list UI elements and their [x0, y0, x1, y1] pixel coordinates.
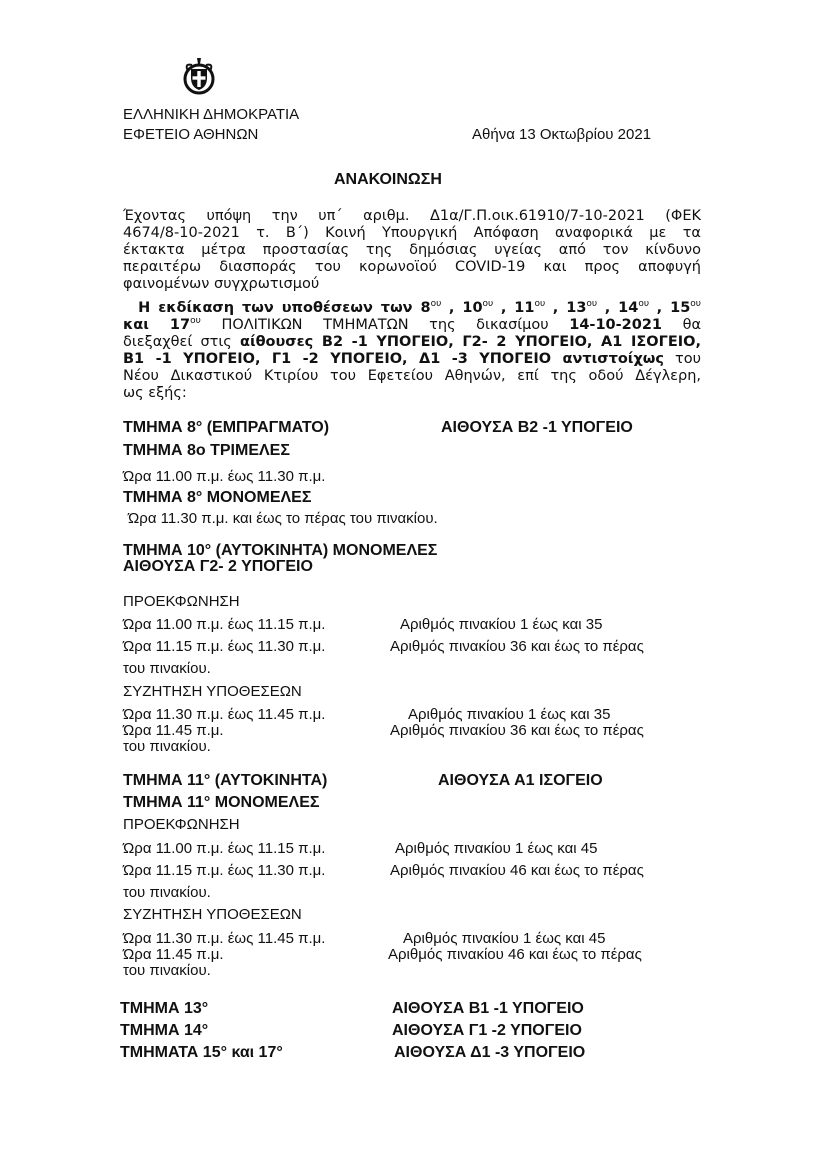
text: Η εκδίκαση των υποθέσεων των 8 [138, 300, 431, 316]
intro-paragraph [123, 208, 701, 293]
paragraph-line: ως εξής: [123, 385, 187, 401]
section-11-pre-tail: του πινακίου. [123, 884, 211, 901]
ordinal-sup: ου [190, 316, 201, 327]
final-dept: ΤΜΗΜΑ 14° [120, 1022, 209, 1039]
section-8-room: ΑΙΘΟΥΣΑ Β2 -1 ΥΠΟΓΕΙΟ [441, 419, 633, 436]
section-10-pre-tail: του πινακίου. [123, 660, 211, 677]
section-11-pre-time1: Ώρα 11.00 π.μ. έως 11.15 π.μ. [123, 840, 326, 857]
section-10-disc-range2: Αριθμός πινακίου 36 και έως το πέρας [390, 722, 644, 739]
section-11-room: ΑΙΘΟΥΣΑ Α1 ΙΣΟΓΕΙΟ [438, 772, 603, 789]
republic-label: ΕΛΛΗΝΙΚΗ ΔΗΜΟΚΡΑΤΙΑ [123, 106, 300, 123]
paragraph-line [123, 351, 701, 368]
section-11-pre-label: ΠΡΟΕΚΦΩΝΗΣΗ [123, 816, 240, 833]
section-11-disc-range2: Αριθμός πινακίου 46 και έως το πέρας [388, 946, 642, 963]
rooms-list: Β1 -1 ΥΠΟΓΕΙΟ, Γ1 -2 ΥΠΟΓΕΙΟ, Δ1 -3 ΥΠΟΓΕΙΟ αντιστοίχως [123, 351, 664, 367]
section-10-disc-time1: Ώρα 11.30 π.μ. έως 11.45 π.μ. [123, 706, 326, 723]
section-10-title: ΤΜΗΜΑ 10° (ΑΥΤΟΚΙΝΗΤΑ) ΜΟΝΟΜΕΛΕΣ [123, 542, 438, 559]
text: και 17 [123, 317, 191, 333]
text: , 11 [500, 300, 535, 316]
section-10-room: ΑΙΘΟΥΣΑ Γ2- 2 ΥΠΟΓΕΙΟ [123, 558, 313, 575]
ordinal-sup: ου [586, 299, 598, 310]
section-11-sub: ΤΜΗΜΑ 11° ΜΟΝΟΜΕΛΕΣ [123, 794, 320, 811]
schedule-paragraph [123, 300, 701, 402]
section-10-disc-tail: του πινακίου. [123, 738, 211, 755]
section-10-pre-time1: Ώρα 11.00 π.μ. έως 11.15 π.μ. [123, 616, 326, 633]
paragraph-line [123, 300, 701, 317]
section-10-pre-range2: Αριθμός πινακίου 36 και έως το πέρας [390, 638, 644, 655]
ordinal-sup: ου [430, 299, 442, 310]
section-8-title: ΤΜΗΜΑ 8° (ΕΜΠΡΑΓΜΑΤΟ) [123, 419, 330, 436]
section-11-title: ΤΜΗΜΑ 11° (ΑΥΤΟΚΙΝΗΤΑ) [123, 772, 328, 789]
ordinal-sup: ου [534, 299, 546, 310]
section-11-disc-time2: Ώρα 11.45 π.μ. [123, 946, 224, 963]
rooms-list: αίθουσες Β2 -1 ΥΠΟΓΕΙΟ, Γ2- 2 ΥΠΟΓΕΙΟ, Α1 ΙΣΟΓΕΙΟ, [239, 334, 701, 350]
intro-line: 4674/8-10-2021 τ. Β΄) Κοινή Υπουργική Απόφαση αναφορικά με τα [123, 225, 701, 241]
final-room: ΑΙΘΟΥΣΑ Β1 -1 ΥΠΟΓΕΙΟ [392, 1000, 584, 1017]
section-10-pre-range1: Αριθμός πινακίου 1 έως και 35 [400, 616, 603, 633]
section-10-disc-range1: Αριθμός πινακίου 1 έως και 35 [408, 706, 611, 723]
ordinal-sup: ου [690, 299, 702, 310]
text: ΠΟΛΙΤΙΚΩΝ ΤΜΗΜΑΤΩΝ της δικασίμου [221, 317, 549, 333]
text: , 14 [604, 300, 639, 316]
section-11-disc-time1: Ώρα 11.30 π.μ. έως 11.45 π.μ. [123, 930, 326, 947]
text: , 13 [552, 300, 587, 316]
final-dept: ΤΜΗΜΑ 13° [120, 1000, 209, 1017]
section-11-disc-label: ΣΥΖΗΤΗΣΗ ΥΠΟΘΕΣΕΩΝ [123, 906, 302, 923]
paragraph-line: Νέου Δικαστικού Κτιρίου του Εφετείου Αθηνών, επί της οδού Δέγλερη, [123, 368, 701, 384]
section-8-sub2: ΤΜΗΜΑ 8° ΜΟΝΟΜΕΛΕΣ [123, 489, 312, 506]
section-8-sub1: ΤΜΗΜΑ 8ο ΤΡΙΜΕΛΕΣ [123, 442, 290, 459]
text: διεξαχθεί στις [123, 334, 232, 350]
text: θα [682, 317, 702, 333]
intro-line: έκτακτα μέτρα προστασίας της δημόσιας υγείας από τον κίνδυνο [123, 242, 701, 258]
section-10-disc-time2: Ώρα 11.45 π.μ. [123, 722, 224, 739]
hearing-date: 14-10-2021 [569, 317, 662, 333]
intro-line: Έχοντας υπόψη την υπ΄ αριθμ. Δ1α/Γ.Π.οικ.61910/7-10-2021 (ΦΕΚ [123, 208, 701, 224]
section-10-pre-time2: Ώρα 11.15 π.μ. έως 11.30 π.μ. [123, 638, 326, 655]
section-11-disc-range1: Αριθμός πινακίου 1 έως και 45 [403, 930, 606, 947]
section-10-pre-label: ΠΡΟΕΚΦΩΝΗΣΗ [123, 593, 240, 610]
section-11-disc-tail: του πινακίου. [123, 962, 211, 979]
section-11-pre-time2: Ώρα 11.15 π.μ. έως 11.30 π.μ. [123, 862, 326, 879]
court-label: ΕΦΕΤΕΙΟ ΑΘΗΝΩΝ [123, 126, 259, 143]
paragraph-line [123, 334, 701, 351]
document-date: Αθήνα 13 Οκτωβρίου 2021 [472, 126, 652, 143]
text: , 10 [448, 300, 483, 316]
final-dept: ΤΜΗΜΑΤΑ 15° και 17° [120, 1044, 283, 1061]
ordinal-sup: ου [482, 299, 494, 310]
section-11-pre-range1: Αριθμός πινακίου 1 έως και 45 [395, 840, 598, 857]
final-room: ΑΙΘΟΥΣΑ Γ1 -2 ΥΠΟΓΕΙΟ [392, 1022, 582, 1039]
text: του [675, 351, 701, 367]
paragraph-line [123, 317, 701, 334]
ordinal-sup: ου [638, 299, 650, 310]
page-title: ΑΝΑΚΟΙΝΩΣΗ [334, 171, 442, 188]
intro-line: φαινομένων συγχρωτισμού [123, 276, 320, 292]
section-8-time2: Ώρα 11.30 π.μ. και έως το πέρας του πινακίου. [128, 510, 438, 527]
greek-coat-of-arms-icon [178, 55, 220, 97]
intro-line: περαιτέρω διασποράς του κορωνοϊού COVID-19 και προς αποφυγή [123, 259, 701, 275]
final-room: ΑΙΘΟΥΣΑ Δ1 -3 ΥΠΟΓΕΙΟ [394, 1044, 586, 1061]
section-11-pre-range2: Αριθμός πινακίου 46 και έως το πέρας [390, 862, 644, 879]
text: , 15 [656, 300, 691, 316]
section-10-disc-label: ΣΥΖΗΤΗΣΗ ΥΠΟΘΕΣΕΩΝ [123, 683, 302, 700]
section-8-time1: Ώρα 11.00 π.μ. έως 11.30 π.μ. [123, 468, 326, 485]
